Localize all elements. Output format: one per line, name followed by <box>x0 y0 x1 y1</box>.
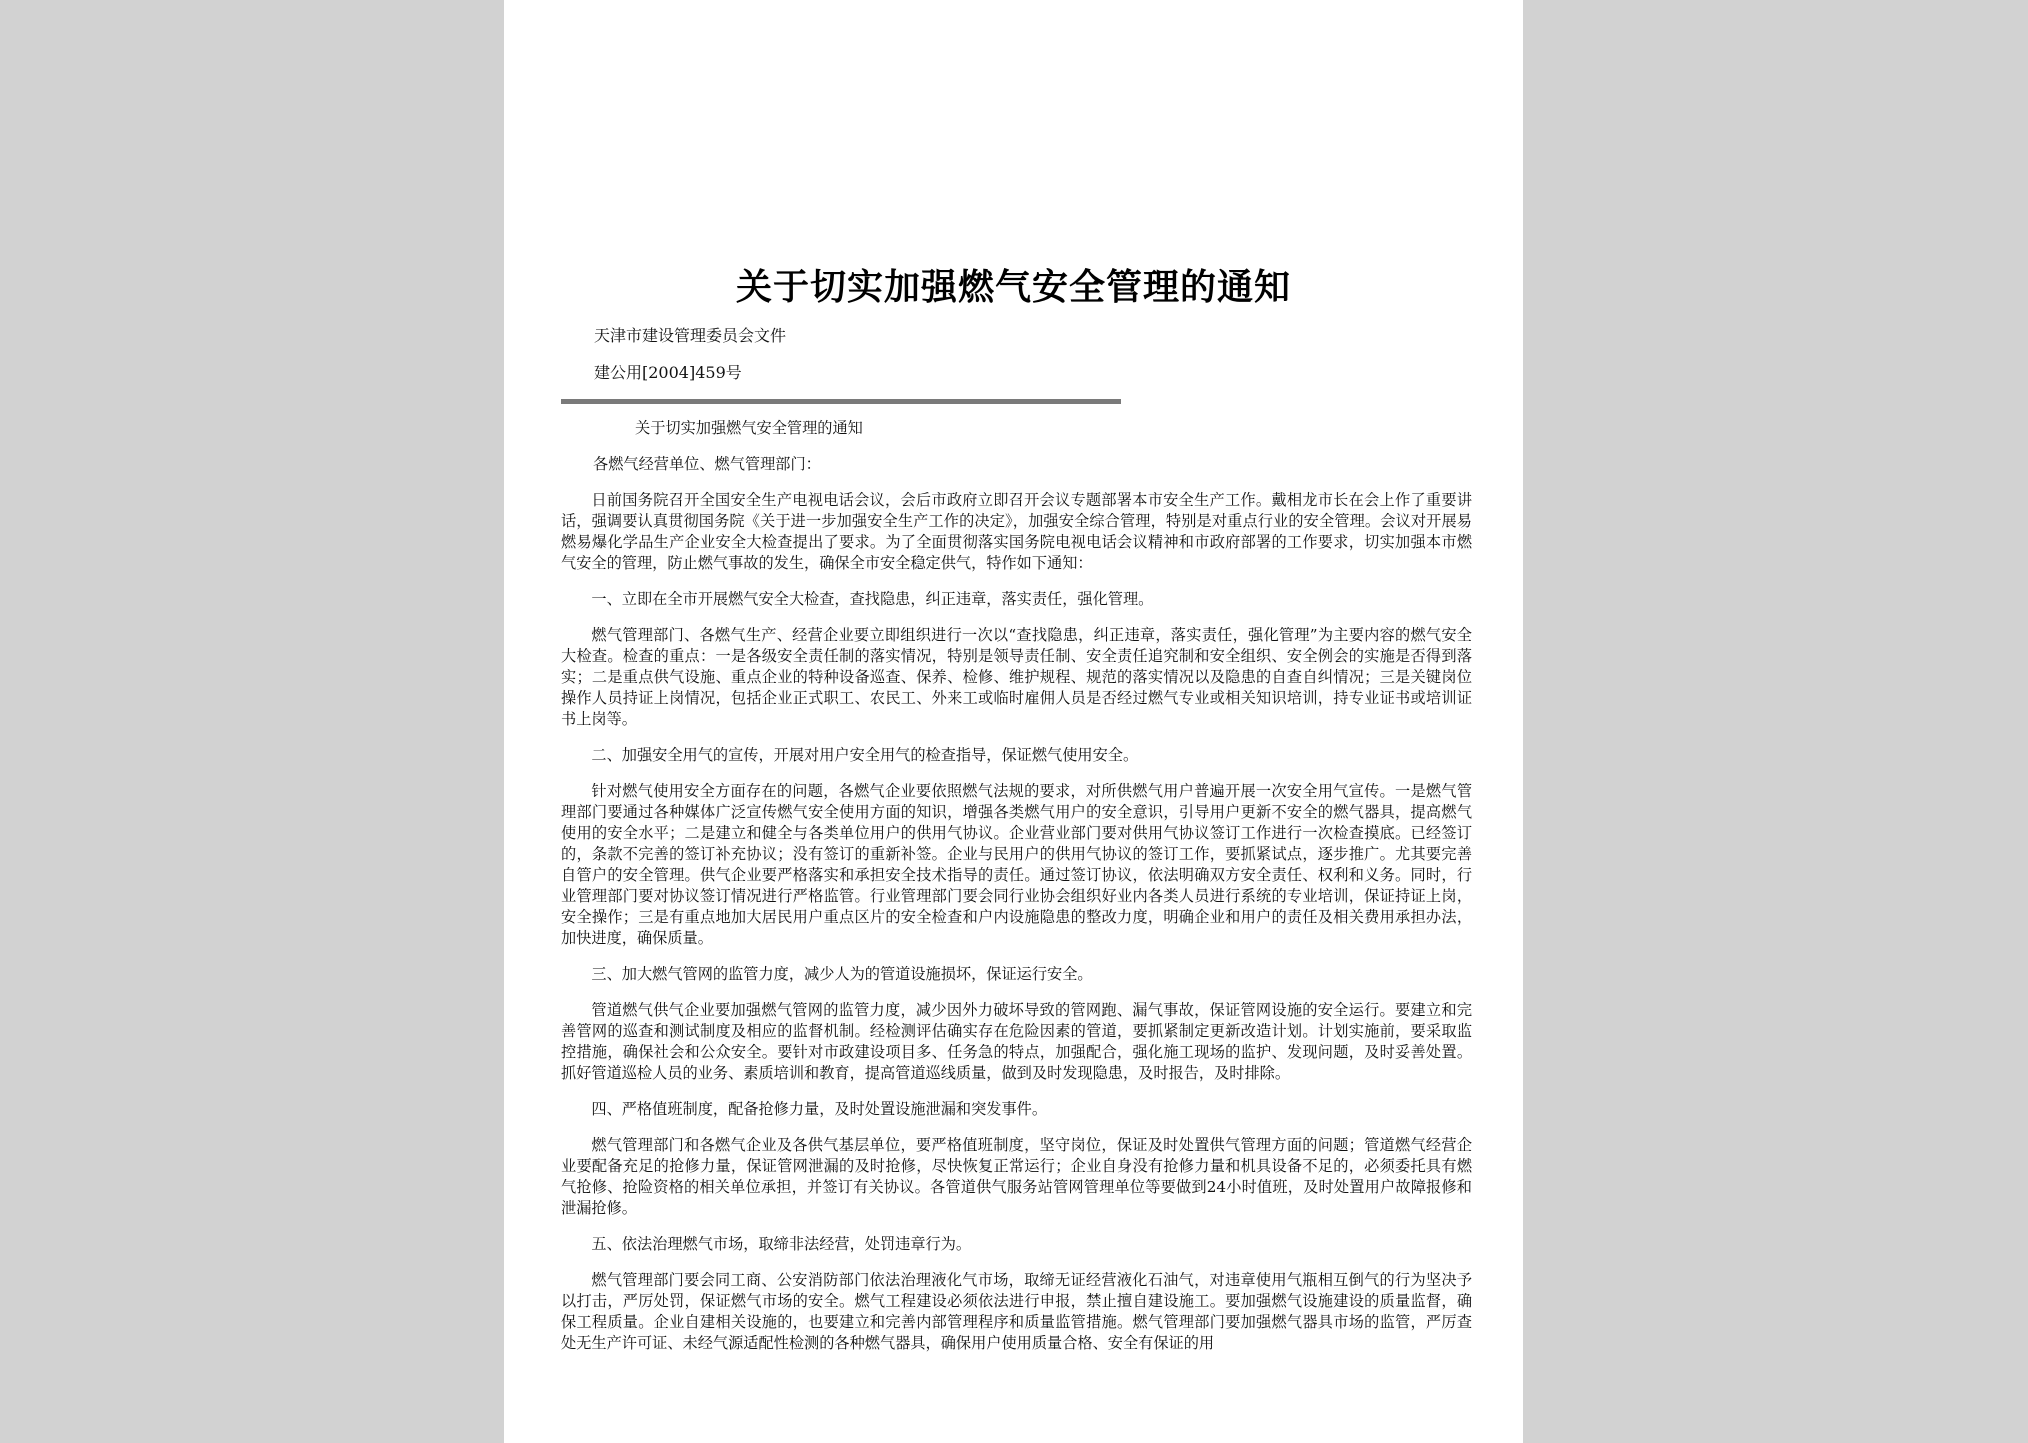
header-divider <box>561 399 1121 404</box>
paragraph-section-2: 针对燃气使用安全方面存在的问题，各燃气企业要依照燃气法规的要求，对所供燃气用户普遍开展一次安全用气宣传。一是燃气管理部门要通过各种媒体广泛宣传燃气安全使用方面的知识，增强各类燃气用户的安全意识，引导用户更新不安全的燃气器具，提高燃气使用的安全水平；二是建立和健全与各类单位用户的供用气协议。企业营业部门要对供用气协议签订工作进行一次检查摸底。已经签订的，条款不完善的签订补充协议；没有签订的重新补签。企业与民用户的供用气协议的签订工作，要抓紧试点，逐步推广。尤其要完善自管户的安全管理。供气企业要严格落实和承担安全技术指导的责任。通过签订协议，依法明确双方安全责任、权利和义务。同时，行业管理部门要对协议签订情况进行严格监管。行业管理部门要会同行业协会组织好业内各类人员进行系统的专业培训，保证持证上岗，安全操作；三是有重点地加大居民用户重点区片的安全检查和户内设施隐患的整改力度，明确企业和用户的责任及相关费用承担办法，加快进度，确保质量。 <box>561 782 1472 947</box>
section-heading-1: 一、立即在全市开展燃气安全大检查，查找隐患，纠正违章，落实责任，强化管理。 <box>591 590 1154 608</box>
section-heading-4: 四、严格值班制度，配备抢修力量，及时处置设施泄漏和突发事件。 <box>591 1100 1048 1118</box>
section-heading-5: 五、依法治理燃气市场，取缔非法经营，处罚违章行为。 <box>591 1235 972 1253</box>
section-heading-2: 二、加强安全用气的宣传，开展对用户安全用气的检查指导，保证燃气使用安全。 <box>591 746 1139 764</box>
document-page <box>504 0 1523 1443</box>
salutation: 各燃气经营单位、燃气管理部门： <box>593 455 821 473</box>
issuing-authority: 天津市建设管理委员会文件 <box>594 326 787 345</box>
notice-subtitle: 关于切实加强燃气安全管理的通知 <box>635 419 863 437</box>
document-number: 建公用[2004]459号 <box>594 363 742 382</box>
document-title: 关于切实加强燃气安全管理的通知 <box>735 266 1291 308</box>
section-heading-3: 三、加大燃气管网的监管力度，减少人为的管道设施损坏，保证运行安全。 <box>591 965 1093 983</box>
document-body <box>561 418 1472 1369</box>
paragraph-intro: 日前国务院召开全国安全生产电视电话会议，会后市政府立即召开会议专题部署本市安全生产工作。戴相龙市长在会上作了重要讲话，强调要认真贯彻国务院《关于进一步加强安全生产工作的决定》，加强安全综合管理，特别是对重点行业的安全管理。会议对开展易燃易爆化学品生产企业安全大检查提出了要求。为了全面贯彻落实国务院电视电话会议精神和市政府部署的工作要求，切实加强本市燃气安全的管理，防止燃气事故的发生，确保全市安全稳定供气，特作如下通知： <box>561 491 1472 572</box>
paragraph-section-1: 燃气管理部门、各燃气生产、经营企业要立即组织进行一次以“查找隐患，纠正违章，落实责任，强化管理”为主要内容的燃气安全大检查。检查的重点：一是各级安全责任制的落实情况，特别是领导责任制、安全责任追究制和安全组织、安全例会的实施是否得到落实；二是重点供气设施、重点企业的特种设备巡查、保养、检修、维护规程、规范的落实情况以及隐患的自查自纠情况；三是关键岗位操作人员持证上岗情况，包括企业正式职工、农民工、外来工或临时雇佣人员是否经过燃气专业或相关知识培训，持专业证书或培训证书上岗等。 <box>561 626 1472 728</box>
paragraph-section-3: 管道燃气供气企业要加强燃气管网的监管力度，减少因外力破坏导致的管网跑、漏气事故，保证管网设施的安全运行。要建立和完善管网的巡查和测试制度及相应的监督机制。经检测评估确实存在危险因素的管道，要抓紧制定更新改造计划。计划实施前，要采取监控措施，确保社会和公众安全。要针对市政建设项目多、任务急的特点，加强配合，强化施工现场的监护、发现问题，及时妥善处置。抓好管道巡检人员的业务、素质培训和教育，提高管道巡线质量，做到及时发现隐患，及时报告，及时排除。 <box>561 1001 1472 1082</box>
paragraph-section-4: 燃气管理部门和各燃气企业及各供气基层单位，要严格值班制度，坚守岗位，保证及时处置供气管理方面的问题；管道燃气经营企业要配备充足的抢修力量，保证管网泄漏的及时抢修，尽快恢复正常运行；企业自身没有抢修力量和机具设备不足的，必须委托具有燃气抢修、抢险资格的相关单位承担，并签订有关协议。各管道供气服务站管网管理单位等要做到24小时值班，及时处置用户故障报修和泄漏抢修。 <box>561 1136 1472 1217</box>
paragraph-section-5: 燃气管理部门要会同工商、公安消防部门依法治理液化气市场，取缔无证经营液化石油气，对违章使用气瓶相互倒气的行为坚决予以打击，严厉处罚，保证燃气市场的安全。燃气工程建设必须依法进行申报，禁止擅自建设施工。要加强燃气设施建设的质量监督，确保工程质量。企业自建相关设施的，也要建立和完善内部管理程序和质量监管措施。燃气管理部门要加强燃气器具市场的监管，严厉查处无生产许可证、未经气源适配性检测的各种燃气器具，确保用户使用质量合格、安全有保证的用 <box>561 1271 1472 1352</box>
